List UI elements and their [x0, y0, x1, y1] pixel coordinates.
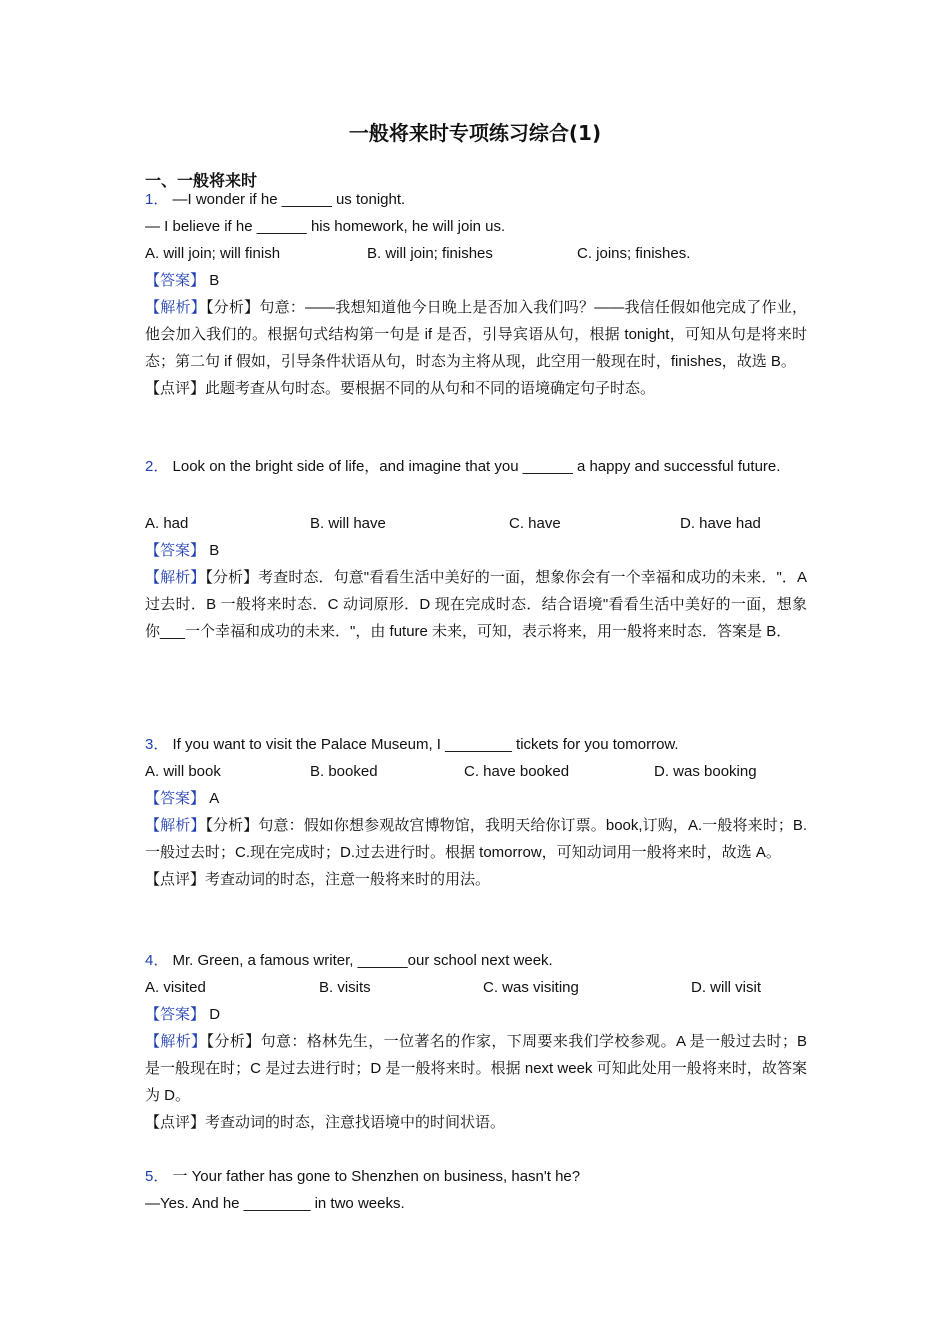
option-a: A. will join; will finish [145, 245, 281, 262]
question-3 [145, 731, 807, 893]
question-number: 2． [145, 458, 169, 475]
options-row [145, 510, 807, 537]
comment-text: 【点评】此题考查从句时态。要根据不同的从句和不同的语境确定句子时态。 [145, 380, 656, 397]
stem-line-1: 一 Your father has gone to Shenzhen on business, hasn't he? [172, 1168, 581, 1185]
option-c: C. have booked [464, 763, 570, 780]
option-b: B. visits [319, 979, 371, 996]
stem-line-1: —I wonder if he ______ us tonight. [172, 191, 406, 208]
question-5 [145, 1163, 807, 1217]
stem-line-1: Look on the bright side of life，and imagine that you ______ a happy and successful future. [172, 458, 781, 475]
analysis-paragraph [145, 1028, 807, 1109]
answer-line [145, 267, 807, 294]
spacer [145, 480, 807, 507]
analysis-paragraph [145, 812, 807, 866]
analysis-tag: 【解析】 [145, 299, 206, 316]
analysis-tag: 【解析】 [145, 1033, 207, 1050]
analysis-paragraph [145, 294, 807, 375]
section-heading: 一、一般将来时 [145, 171, 258, 190]
answer-tag: 【答案】 [145, 1006, 206, 1023]
option-d: D. have had [680, 515, 761, 532]
option-d: D. was booking [654, 763, 757, 780]
options-row [145, 974, 807, 1001]
option-a: A. will book [145, 763, 221, 780]
stem-line-1: Mr. Green, a famous writer, ______our school next week. [172, 952, 553, 969]
option-c: C. have [509, 515, 561, 532]
question-stem [145, 1163, 807, 1190]
analysis-text: 【分析】句意：格林先生，一位著名的作家，下周要来我们学校参观。A 是一般过去时；B 是一般现在时；C 是过去进行时；D 是一般将来时。根据 next week 可知此处用一般将来时，故答案为 D。 [145, 1033, 807, 1104]
answer-value: A [209, 790, 220, 807]
analysis-text: 【分析】考查时态．句意"看看生活中美好的一面，想象你会有一个幸福和成功的未来．"．A 过去时．B 一般将来时态．C 动词原形．D 现在完成时态．结合语境"看看生活中美好的一面，想象你___一个幸福和成功的未来．"，由 future 未来，可知，表示将来，用一般将来时态．答案是 B． [145, 569, 807, 640]
answer-line [145, 785, 807, 812]
question-number: 5． [145, 1168, 169, 1185]
options-row [145, 758, 807, 785]
analysis-text: 【分析】句意：假如你想参观故宫博物馆，我明天给你订票。book,订购，A.一般将来时；B.一般过去时；C.现在完成时；D.过去进行时。根据 tomorrow，可知动词用一般将来时，故选 A。 [145, 817, 807, 861]
question-number: 1． [145, 191, 169, 208]
question-stem [145, 947, 807, 974]
option-b: B. will join; finishes [367, 245, 493, 262]
answer-value: D [209, 1006, 221, 1023]
question-stem [145, 731, 807, 758]
stem-line-1: If you want to visit the Palace Museum, I ________ tickets for you tomorrow. [172, 736, 679, 753]
question-1 [145, 186, 807, 402]
question-number: 3． [145, 736, 169, 753]
answer-line [145, 537, 807, 564]
options-row [145, 240, 807, 267]
option-b: B. will have [310, 515, 386, 532]
comment-text: 【点评】考查动词的时态，注意一般将来时的用法。 [145, 871, 491, 888]
option-d: D. will visit [691, 979, 761, 996]
analysis-text: 【分析】句意：——我想知道他今日晚上是否加入我们吗？——我信任假如他完成了作业，他会加入我们的。根据句式结构第一句是 if 是否，引导宾语从句，根据 tonight，可知从句是将来时态；第二句 if 假如，引导条件状语从句，时态为主将从现，此空用一般现在时，finishes，故选 B。 [145, 299, 807, 370]
analysis-paragraph [145, 564, 807, 645]
answer-tag: 【答案】 [145, 542, 206, 559]
question-4 [145, 947, 807, 1136]
analysis-tag: 【解析】 [145, 817, 206, 834]
option-b: B. booked [310, 763, 378, 780]
question-stem [145, 453, 807, 480]
answer-tag: 【答案】 [145, 790, 206, 807]
analysis-tag: 【解析】 [145, 569, 206, 586]
page-title: 一般将来时专项练习综合(1) [348, 121, 602, 145]
answer-tag: 【答案】 [145, 272, 206, 289]
comment-text: 【点评】考查动词的时态，注意找语境中的时间状语。 [145, 1114, 506, 1131]
question-stem [145, 186, 807, 213]
option-a: A. had [145, 515, 189, 532]
answer-value: B [209, 272, 220, 289]
stem-line-2: — I believe if he ______ his homework, he will join us. [145, 218, 506, 235]
stem-line-2: —Yes. And he ________ in two weeks. [145, 1195, 405, 1212]
option-c: C. joins; finishes. [577, 245, 691, 262]
option-a: A. visited [145, 979, 206, 996]
answer-line [145, 1001, 807, 1028]
option-c: C. was visiting [483, 979, 579, 996]
question-2 [145, 453, 807, 645]
question-number: 4． [145, 952, 169, 969]
answer-value: B [209, 542, 220, 559]
